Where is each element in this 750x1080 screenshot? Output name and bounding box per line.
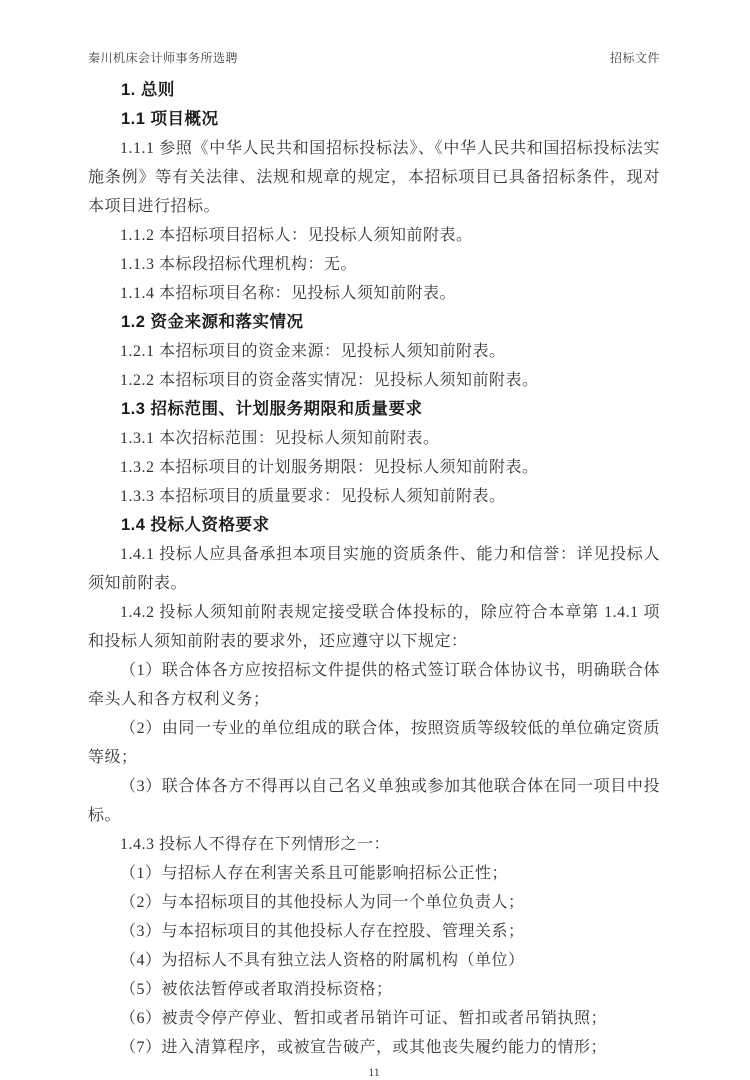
paragraph: 1.1.1 参照《中华人民共和国招标投标法》、《中华人民共和国招标投标法实施条例》等有关法律、法规和规章的规定，本招标项目已具备招标条件，现对本项目进行招标。 <box>88 140 660 215</box>
heading-level-2: 1.2 资金来源和落实情况 <box>121 313 304 331</box>
paragraph: （1）与招标人存在利害关系且可能影响招标公正性； <box>120 865 509 882</box>
page-footer <box>88 1064 660 1080</box>
paragraph: 1.1.2 本招标项目招标人：见投标人须知前附表。 <box>120 227 473 244</box>
heading-level-1: 1. 总则 <box>121 81 175 99</box>
header-doc-type: 招标文件 <box>609 51 660 65</box>
header-project-title: 秦川机床会计师事务所选聘 <box>88 51 239 65</box>
paragraph: （3）与本招标项目的其他投标人存在控股、管理关系； <box>120 923 525 940</box>
document-body <box>88 76 660 1062</box>
paragraph: 1.3.2 本招标项目的计划服务期限：见投标人须知前附表。 <box>120 459 539 476</box>
heading-level-2: 1.1 项目概况 <box>121 110 219 128</box>
paragraph: （7）进入清算程序，或被宣告破产，或其他丧失履约能力的情形； <box>120 1039 608 1056</box>
page-header <box>88 50 660 66</box>
paragraph: 1.3.1 本次招标范围：见投标人须知前附表。 <box>120 430 440 447</box>
paragraph: （6）被责令停产停业、暂扣或者吊销许可证、暂扣或者吊销执照； <box>120 1010 608 1027</box>
paragraph: 1.4.3 投标人不得存在下列情形之一： <box>120 836 391 853</box>
paragraph: 1.3.3 本招标项目的质量要求：见投标人须知前附表。 <box>120 488 506 505</box>
paragraph: 1.4.1 投标人应具备承担本项目实施的资质条件、能力和信誉：详见投标人须知前附表。 <box>88 546 660 592</box>
paragraph: 1.1.4 本招标项目名称：见投标人须知前附表。 <box>120 285 457 302</box>
paragraph: 1.1.3 本标段招标代理机构：无。 <box>120 256 358 273</box>
paragraph: 1.2.2 本招标项目的资金落实情况：见投标人须知前附表。 <box>120 372 539 389</box>
paragraph: （2）由同一专业的单位组成的联合体，按照资质等级较低的单位确定资质等级； <box>88 720 660 766</box>
paragraph: （4）为招标人不具有独立法人资格的附属机构（单位） <box>120 952 525 969</box>
paragraph: （2）与本招标项目的其他投标人为同一个单位负责人； <box>120 894 525 911</box>
paragraph: （3）联合体各方不得再以自己名义单独或参加其他联合体在同一项目中投标。 <box>88 778 660 824</box>
heading-level-2: 1.4 投标人资格要求 <box>121 516 270 534</box>
paragraph: （5）被依法暂停或者取消投标资格； <box>120 981 393 998</box>
paragraph: 1.4.2 投标人须知前附表规定接受联合体投标的，除应符合本章第 1.4.1 项和投标人须知前附表的要求外，还应遵守以下规定： <box>88 604 660 650</box>
page-number: 11 <box>368 1065 380 1079</box>
paragraph: （1）联合体各方应按招标文件提供的格式签订联合体协议书，明确联合体牵头人和各方权利义务； <box>88 662 660 708</box>
heading-level-2: 1.3 招标范围、计划服务期限和质量要求 <box>121 400 423 418</box>
paragraph: 1.2.1 本招标项目的资金来源：见投标人须知前附表。 <box>120 343 506 360</box>
